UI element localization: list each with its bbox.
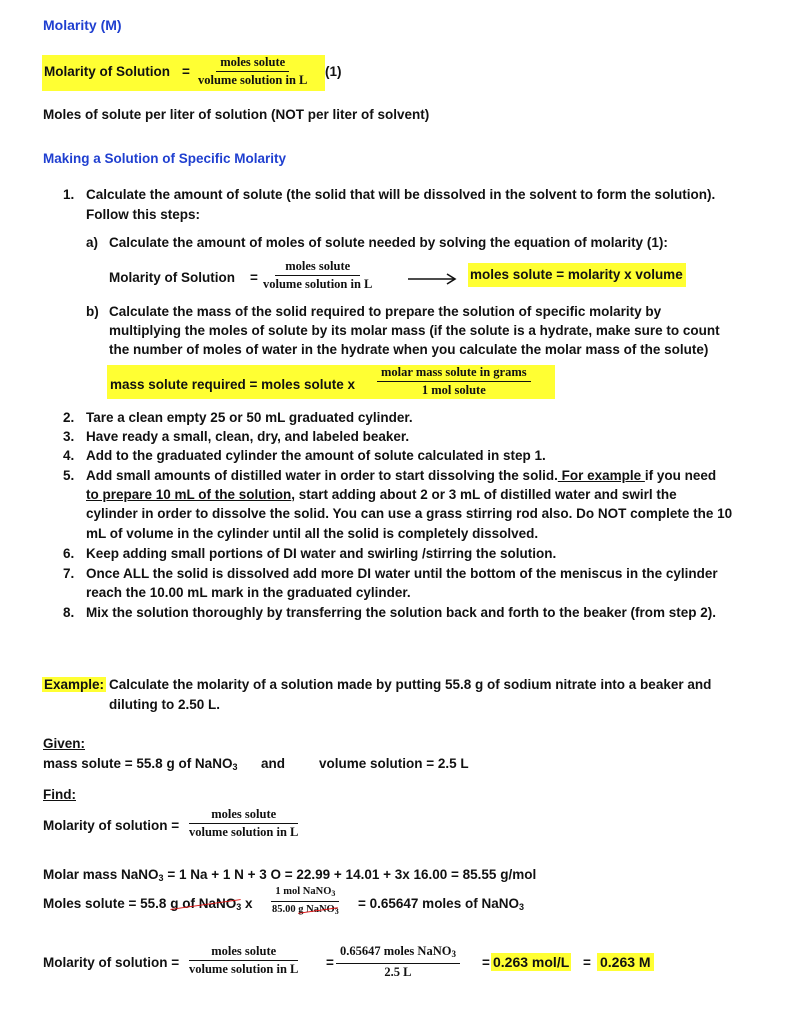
arrow-right-icon <box>408 272 460 286</box>
step-number: 4. <box>63 448 75 463</box>
step-text: Once ALL the solid is dissolved add more DI water until the bottom of the meniscus in the cylinder <box>86 566 718 581</box>
subscript: 3 <box>451 949 456 959</box>
example-text: diluting to 2.50 L. <box>109 697 220 712</box>
mass-eq-numerator: molar mass solute in grams <box>377 365 531 382</box>
subscript: 3 <box>236 902 242 912</box>
given-volume: volume solution = 2.5 L <box>319 756 469 771</box>
step-text: Mix the solution thoroughly by transferring the solution back and forth to the beaker (from step 2). <box>86 605 717 620</box>
conversion-denominator-value: 85.00 <box>272 904 296 915</box>
given-mass <box>43 756 237 772</box>
moles-solute-result-text: = 0.65647 moles of NaNO <box>358 896 519 911</box>
final-denominator-2: 2.5 L <box>384 965 412 979</box>
step-text: Add to the graduated cylinder the amount of solute calculated in step 1. <box>86 448 546 463</box>
subscript: 3 <box>331 889 336 898</box>
step-text: reach the 10.00 mL mark in the graduated cylinder. <box>86 585 411 600</box>
find-fraction <box>185 807 302 840</box>
step-number: 3. <box>63 429 75 444</box>
final-result-mol-per-l: 0.263 mol/L <box>493 954 570 970</box>
cancelled-unit-text: g NaNO <box>298 904 335 915</box>
final-equals-2: = <box>482 955 490 970</box>
step-text <box>86 487 677 502</box>
final-equals: = <box>326 955 334 970</box>
molar-mass-line <box>43 867 536 883</box>
moles-result-highlight: moles solute = molarity x volume <box>468 263 686 287</box>
mass-eq-denominator: 1 mol solute <box>421 383 486 397</box>
find-denominator: volume solution in L <box>189 825 299 839</box>
cancelled-unit <box>298 904 338 915</box>
substep-text: Calculate the mass of the solid required to prepare the solution of specific molarity by <box>109 304 662 319</box>
find-eq-label: Molarity of solution = <box>43 818 180 833</box>
step-text-part: if you need <box>644 468 717 483</box>
molar-mass-text: Molar mass NaNO <box>43 867 159 882</box>
find-label: Find: <box>43 787 76 802</box>
substep-text: multiplying the moles of solute by its molar mass (if the solute is a hydrate, make sure to count <box>109 323 720 338</box>
step-text: cylinder in order to dissolve the solid. You can use a grass stirring rod also. Do NOT complete the 10 <box>86 506 733 521</box>
step-text: mL of volume in the cylinder until all the solid is completely dissolved. <box>86 526 539 541</box>
step-number: 8. <box>63 605 75 620</box>
definition-fraction <box>194 55 311 88</box>
final-denominator: volume solution in L <box>189 962 299 976</box>
definition-note: Moles of solute per liter of solution (NOT per liter of solvent) <box>43 107 430 122</box>
step-number: 1. <box>63 187 75 202</box>
definition-denominator: volume solution in L <box>198 73 308 87</box>
moles-solute-result <box>358 896 524 912</box>
substep-denominator: volume solution in L <box>263 277 373 291</box>
conversion-numerator <box>271 885 339 902</box>
mass-eq-left: mass solute required = moles solute x <box>110 377 355 392</box>
substep-fraction <box>259 259 376 292</box>
cancelled-unit <box>170 896 241 911</box>
step-text: Follow this steps: <box>86 207 201 222</box>
step-text-part: , start adding about 2 or 3 mL of distilled water and swirl the <box>291 487 677 502</box>
moles-solute-line <box>43 896 252 912</box>
step-text: Have ready a small, clean, dry, and labeled beaker. <box>86 429 410 444</box>
given-label: Given: <box>43 736 86 751</box>
step-text <box>86 468 716 483</box>
step-text: Tare a clean empty 25 or 50 mL graduated cylinder. <box>86 410 413 425</box>
final-result-molar: 0.263 M <box>597 953 654 971</box>
cancelled-unit-text: g of NaNO <box>170 896 237 911</box>
mass-eq-fraction <box>377 365 531 398</box>
step-text-part: Add small amounts of distilled water in order to start dissolving the solid. <box>86 468 558 483</box>
substep-label: b) <box>86 304 99 319</box>
definition-numerator: moles solute <box>216 55 289 72</box>
equation-tag: (1) <box>325 64 342 79</box>
definition-label: Molarity of Solution <box>44 64 170 79</box>
final-equals-3: = <box>583 955 591 970</box>
step-number: 7. <box>63 566 75 581</box>
step-number: 5. <box>63 468 75 483</box>
step-number: 2. <box>63 410 75 425</box>
substep-text: Calculate the amount of moles of solute needed by solving the equation of molarity (1): <box>109 235 668 250</box>
substep-eq-label: Molarity of Solution <box>109 270 235 285</box>
subscript: 3 <box>158 873 164 883</box>
example-underlined: For example <box>557 468 645 483</box>
times-sign: x <box>241 896 253 911</box>
given-mass-text: mass solute = 55.8 g of NaNO <box>43 756 233 771</box>
section-heading: Making a Solution of Specific Molarity <box>43 151 287 166</box>
step-number: 6. <box>63 546 75 561</box>
find-numerator: moles solute <box>189 807 298 824</box>
substep-text: the number of moles of water in the hydrate when you calculate the molar mass of the solute) <box>109 342 709 357</box>
substep-numerator: moles solute <box>275 259 360 276</box>
final-numerator-2-text: 0.65647 moles NaNO <box>340 944 452 958</box>
final-fraction-2 <box>336 944 460 980</box>
final-numerator-2 <box>336 944 460 964</box>
subscript: 3 <box>232 762 238 772</box>
subscript: 3 <box>518 902 524 912</box>
substep-label: a) <box>86 235 99 250</box>
subscript: 3 <box>334 907 339 916</box>
substep-eq-sign: = <box>250 270 258 285</box>
final-eq-label: Molarity of solution = <box>43 955 180 970</box>
example-text: Calculate the molarity of a solution made by putting 55.8 g of sodium nitrate into a beaker and <box>109 677 712 692</box>
given-and: and <box>261 756 286 771</box>
final-fraction <box>185 944 302 977</box>
page-title: Molarity (M) <box>43 17 122 33</box>
conversion-denominator <box>268 902 343 918</box>
molar-mass-calc: = 1 Na + 1 N + 3 O = 22.99 + 14.01 + 3x 16.00 = 85.55 g/mol <box>163 867 537 882</box>
conversion-numerator-text: 1 mol NaNO <box>275 886 332 897</box>
step-text: Calculate the amount of solute (the solid that will be dissolved in the solvent to form the solution). <box>86 187 716 202</box>
definition-equals: = <box>182 64 190 79</box>
final-numerator: moles solute <box>189 944 298 961</box>
example-label: Example: <box>44 677 105 692</box>
step-text: Keep adding small portions of DI water and swirling /stirring the solution. <box>86 546 557 561</box>
prepare-underlined: to prepare 10 mL of the solution <box>86 487 292 502</box>
conversion-fraction <box>268 885 343 918</box>
moles-solute-label: Moles solute = 55.8 <box>43 896 167 911</box>
